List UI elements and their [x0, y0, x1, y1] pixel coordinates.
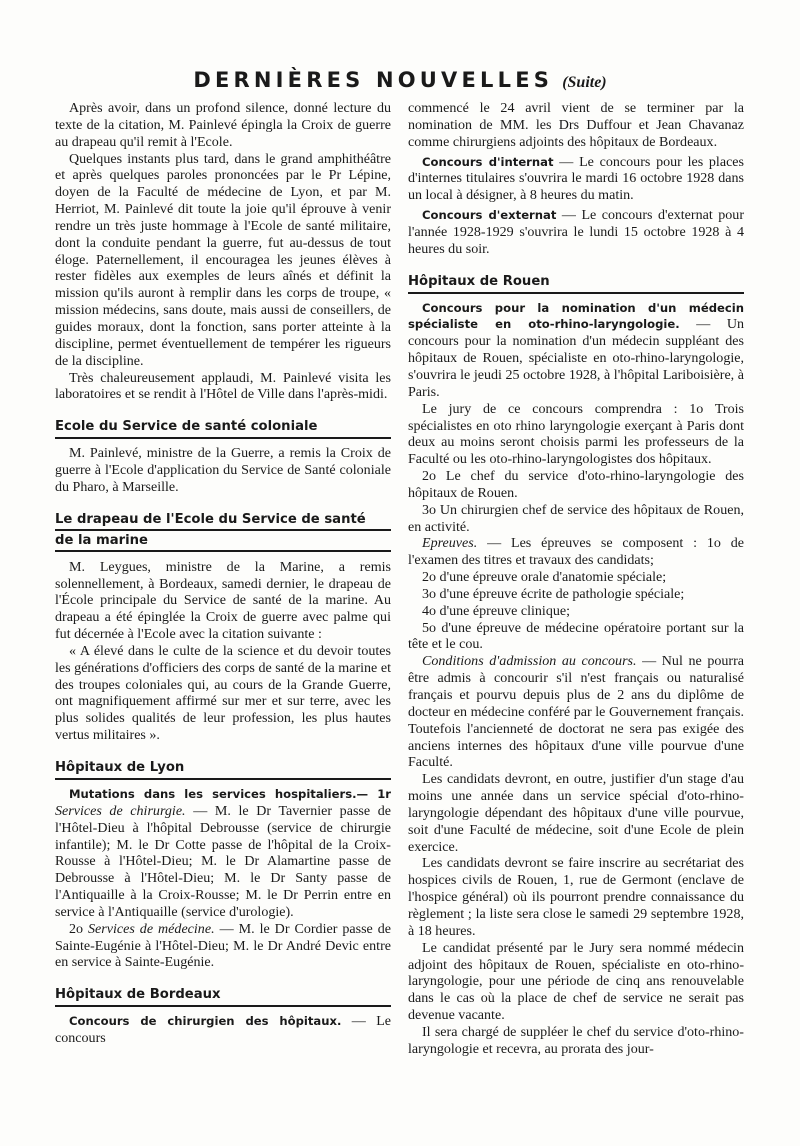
- item-number: 2o: [69, 920, 84, 937]
- paragraph: [408, 207, 744, 258]
- paragraph: commencé le 24 avril vient de se terminer par la nomination de MM. les Drs Duffour et Jean Chavanaz comme chirurgiens adjoints des hôpitaux de Bordeaux.: [408, 100, 744, 150]
- bold-lead: Concours d'externat: [422, 208, 557, 223]
- italic-lead: Services de médecine.: [88, 920, 215, 937]
- paragraph: [408, 300, 744, 401]
- list-item: 4o d'une épreuve clinique;: [422, 602, 571, 619]
- section-heading-line: Le drapeau de l'Ecole du Service de santé: [55, 510, 391, 531]
- section-heading-bordeaux: Hôpitaux de Bordeaux: [55, 985, 391, 1007]
- paragraph: [55, 786, 391, 921]
- paragraph: Le candidat présenté par le Jury sera nommé médecin adjoint des hôpitaux de Rouen, spécialiste en oto-rhino-laryngologie, pour une période de cinq ans renouvelable dans le cas où la place de chef de service ne serait pas devenue vacante.: [408, 939, 744, 1024]
- paragraph-text: — M. le Dr Cordier passe de Sainte-Eugénie à l'Hôtel-Dieu; M. le Dr André Devic entre en service à Sainte-Eugénie.: [55, 920, 392, 971]
- bold-lead: Concours pour la nomination d'un médecin spécialiste en oto-rhino-laryngologie.: [408, 300, 744, 332]
- section-heading-lyon: Hôpitaux de Lyon: [55, 758, 391, 780]
- bold-lead: Concours d'internat: [422, 154, 554, 169]
- italic-lead: Conditions d'admission au concours.: [422, 653, 637, 670]
- list-item: 3o d'une épreuve écrite de pathologie spéciale;: [422, 585, 685, 602]
- page-header: [0, 68, 800, 92]
- paragraph: 2o Le chef du service d'oto-rhino-laryngologie des hôpitaux de Rouen.: [408, 468, 744, 501]
- page-title-suite: (Suite): [562, 74, 607, 91]
- paragraph-text: — Le concours pour les places d'internes titulaires s'ouvrira le mardi 16 octobre 1928 dans un local à désigner, à 8 heures du matin.: [408, 153, 745, 204]
- paragraph: Très chaleureusement applaudi, M. Painlevé visita les laboratoires et se rendit à l'Hôtel de Ville dans l'après-midi.: [55, 369, 391, 403]
- paragraph: Le jury de ce concours comprendra : 1o Trois spécialistes en oto rhino laryngologie exerçant à Paris dont deux au moins seront choisis parmi les professeurs de la Faculté ou les oto-rhino-laryngologistes dos hôpitaux.: [408, 400, 744, 468]
- paragraph: Quelques instants plus tard, dans le grand amphithéâtre et après quelques paroles prononcées par le Pr Lépine, doyen de la Faculté de médecine de Lyon, et par M. Herriot, M. Painlevé dit toute la joie qu'il éprouve à venir rendre un très juste hommage à l'Ecole de santé militaire, dont la conduite pendant la guerre, fut au-dessus de tout éloge. Paternellement, il encouragea les jeunes élèves à rester fidèles aux exemples de leurs aînés et définit la mission qu'ils auront à remplir dans les corps de troupe, « mission médecins, sans doute, mais aussi de conseillers, de guides moraux, dont la fonction, sans porter atteinte à la discipline, permet éventuellement de tempérer les rigueurs de la discipline.: [55, 150, 391, 369]
- section-heading-line: de la marine: [55, 531, 391, 552]
- paragraph: [55, 1013, 391, 1047]
- paragraph-text: — Un concours pour la nomination d'un médecin suppléant des hôpitaux de Rouen, spécialiste en oto-rhino-laryngologie, s'ouvrira le jeudi 25 octobre 1928, à l'hôpital Lariboisière, à Paris.: [408, 316, 744, 400]
- paragraph: 3o Un chirurgien chef de service des hôpitaux de Rouen, en activité.: [408, 501, 744, 535]
- paragraph: M. Painlevé, ministre de la Guerre, a remis la Croix de guerre à l'Ecole d'application du Service de Santé coloniale du Pharo, à Marseille.: [55, 445, 391, 495]
- paragraph-text: — Le concours: [55, 1013, 392, 1047]
- paragraph: Il sera chargé de suppléer le chef du service d'oto-rhino-laryngologie et recevra, au prorata des jour-: [408, 1023, 744, 1057]
- italic-lead: Epreuves.: [422, 535, 478, 552]
- citation-paragraph: « A élevé dans le culte de la science et du devoir toutes les générations d'officiers des corps de santé de la marine et des troupes coloniales qui, au cours de la Grande Guerre, ont magnifiquement affirmé sur mer et sur terre, avec les plus solides qualités de leur profession, les plus hautes vertus militaires ».: [55, 642, 391, 744]
- paragraph: Les candidats devront, en outre, justifier d'un stage d'au moins une année dans un service spécial d'oto-rhino-laryngologie dépendant des hôpitaux d'une ville pourvue, soit d'une Faculté de médecine, soit d'une Ecole de plein exercice.: [408, 771, 744, 855]
- section-heading-colonial: Ecole du Service de santé coloniale: [55, 417, 391, 439]
- paragraph: [408, 535, 744, 569]
- section-heading-marine: [55, 510, 391, 553]
- list-item: 5o d'une épreuve de médecine opératoire portant sur la tête et le cou.: [408, 619, 744, 653]
- paragraph: Après avoir, dans un profond silence, donné lecture du texte de la citation, M. Painlevé épingla la Croix de guerre au drapeau qu'il remit à l'Ecole.: [55, 100, 391, 150]
- paragraph-text: — M. le Dr Tavernier passe de l'Hôtel-Dieu à l'hôpital Debrousse (service de chirurgie infantile); M. le Dr Cotte passe de l'hôpital de la Croix-Rousse à l'Hôtel-Dieu; M. le Dr Alamartine passe de Debrousse à l'Hôtel-Dieu; M. le Dr Santy passe de l'Antiquaille à la Croix-Rousse; M. le Dr Perrin entre en service à l'Antiquaille (service d'urologie).: [55, 802, 391, 920]
- left-column: [55, 100, 391, 1047]
- paragraph-text: — Les épreuves se composent : 1o de l'examen des titres et travaux des candidats;: [408, 535, 744, 569]
- paragraph: Les candidats devront se faire inscrire au secrétariat des hospices civils de Rouen, 1, rue de Germont (enclave de l'hospice général) où ils pourront prendre connaissance du règlement ; la liste sera close le samedi 29 septembre 1928, à 18 heures.: [408, 855, 744, 939]
- bold-lead: Mutations dans les services hospitaliers.— 1r: [69, 787, 391, 801]
- paragraph-text: — Nul ne pourra être admis à concourir s'il n'est français ou naturalisé français et pourvu depuis plus de 2 ans du diplôme de docteur en médecine conféré par le Gouvernement français. Toutefois l'ancienneté de doctorat ne sera pas exigée des anciens internes des hôpitaux d'une ville pourvue d'une Faculté.: [408, 653, 744, 771]
- italic-lead: Services de chirurgie.: [55, 802, 186, 819]
- right-column: [408, 100, 744, 1058]
- list-item: 2o d'une épreuve orale d'anatomie spéciale;: [422, 569, 667, 586]
- section-heading-rouen: Hôpitaux de Rouen: [408, 272, 744, 294]
- bold-lead: Concours de chirurgien des hôpitaux.: [69, 1014, 342, 1029]
- paragraph: [408, 154, 744, 205]
- paragraph: M. Leygues, ministre de la Marine, a remis solennellement, à Bordeaux, samedi dernier, le drapeau de l'École principale du Service de santé de la marine. Au drapeau a été épinglée la Croix de guerre avec palme qui fut décernée à l'Ecole avec la citation suivante :: [55, 558, 391, 643]
- paragraph: [408, 653, 744, 771]
- paragraph-text: — Le concours d'externat pour l'année 1928-1929 s'ouvrira le lundi 15 octobre 1928 à 4 heures du soir.: [408, 207, 745, 257]
- paragraph: [55, 921, 391, 972]
- page-title: DERNIÈRES NOUVELLES: [193, 68, 554, 92]
